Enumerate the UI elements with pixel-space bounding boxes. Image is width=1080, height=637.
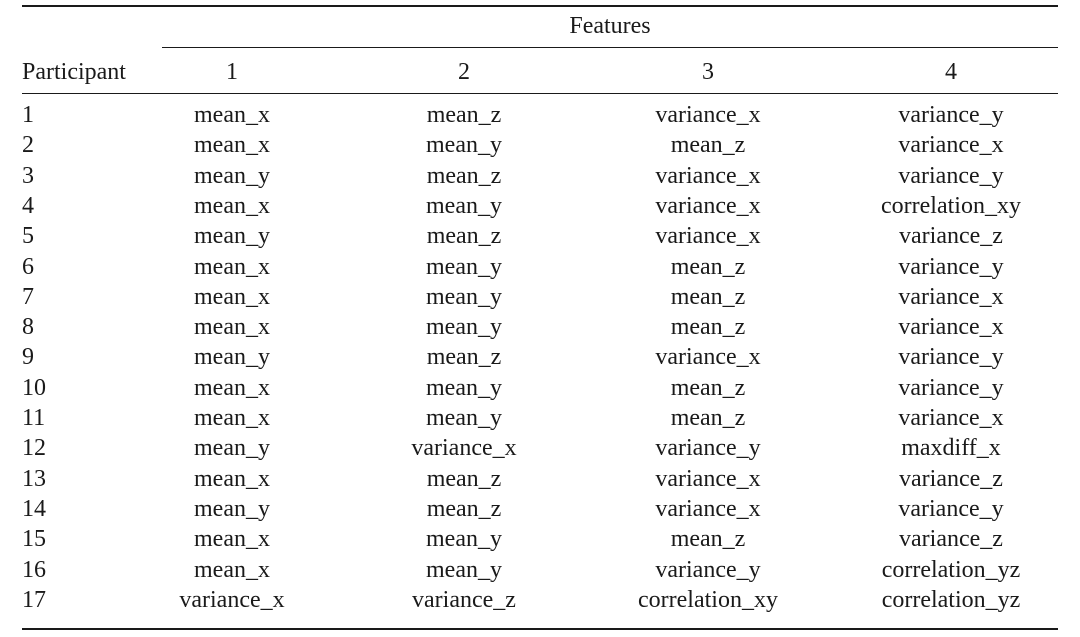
feature-cell: variance_x	[179, 586, 285, 613]
feature-cell: variance_x	[655, 344, 761, 371]
feature-cell: mean_z	[426, 344, 502, 371]
feature-cell: variance_y	[898, 374, 1004, 401]
feature-cell: variance_x	[411, 435, 517, 462]
feature-cell: variance_y	[898, 344, 1004, 371]
feature-cell: variance_y	[655, 556, 761, 583]
feature-cell: mean_x	[194, 192, 270, 219]
participant-number: 1	[22, 102, 34, 128]
feature-cell: mean_z	[670, 132, 746, 159]
feature-cell: mean_x	[194, 102, 270, 128]
feature-cell: variance_x	[898, 405, 1004, 431]
participant-number: 16	[22, 556, 46, 583]
feature-cell: mean_x	[194, 283, 270, 310]
feature-cell: mean_x	[194, 526, 270, 553]
feature-cell: mean_y	[426, 132, 502, 159]
feature-column-header: 4	[945, 59, 957, 85]
feature-cell: mean_y	[426, 405, 502, 431]
feature-cell: variance_z	[899, 526, 1003, 553]
feature-cell: variance_y	[898, 495, 1004, 522]
feature-cell: variance_z	[899, 223, 1003, 250]
feature-cell: mean_y	[426, 283, 502, 310]
feature-cell: mean_z	[670, 253, 746, 280]
feature-cell: mean_z	[426, 162, 502, 189]
feature-cell: correlation_yz	[881, 556, 1021, 583]
feature-cell: variance_y	[898, 253, 1004, 280]
participant-number: 4	[22, 192, 34, 219]
feature-cell: variance_y	[898, 162, 1004, 189]
feature-cell: mean_x	[194, 465, 270, 492]
participant-number: 5	[22, 223, 34, 250]
participant-number: 12	[22, 435, 46, 462]
feature-cell: mean_y	[194, 344, 270, 371]
feature-cell: mean_x	[194, 405, 270, 431]
feature-cell: mean_x	[194, 314, 270, 341]
feature-cell: variance_z	[899, 465, 1003, 492]
feature-cell: mean_y	[194, 495, 270, 522]
participant-header: Participant	[22, 59, 126, 85]
feature-cell: variance_x	[655, 495, 761, 522]
feature-cell: mean_z	[426, 465, 502, 492]
feature-column-header: 3	[702, 59, 714, 85]
participant-number: 3	[22, 162, 34, 189]
feature-cell: mean_x	[194, 132, 270, 159]
participant-number: 9	[22, 344, 34, 371]
feature-table	[22, 0, 1058, 637]
feature-cell: variance_z	[412, 586, 516, 613]
feature-cell: mean_z	[426, 495, 502, 522]
feature-cell: correlation_xy	[638, 586, 778, 613]
feature-cell: mean_z	[670, 526, 746, 553]
feature-cell: variance_x	[655, 162, 761, 189]
feature-cell: mean_z	[670, 405, 746, 431]
feature-cell: variance_x	[655, 102, 761, 128]
participant-number: 8	[22, 314, 34, 341]
feature-cell: variance_x	[655, 223, 761, 250]
feature-cell: mean_y	[426, 374, 502, 401]
participant-number: 14	[22, 495, 46, 522]
feature-cell: mean_y	[426, 314, 502, 341]
feature-cell: mean_x	[194, 556, 270, 583]
feature-column-header: 1	[226, 59, 238, 85]
feature-cell: variance_y	[898, 102, 1004, 128]
feature-cell: mean_z	[670, 314, 746, 341]
feature-cell: mean_y	[426, 526, 502, 553]
participant-number: 11	[22, 405, 46, 431]
feature-cell: mean_z	[670, 374, 746, 401]
feature-cell: mean_z	[426, 223, 502, 250]
feature-cell: mean_y	[426, 253, 502, 280]
feature-cell: variance_y	[655, 435, 761, 462]
feature-cell: mean_z	[426, 102, 502, 128]
feature-cell: mean_x	[194, 253, 270, 280]
feature-cell: variance_x	[898, 283, 1004, 310]
participant-number: 2	[22, 132, 34, 159]
feature-cell: mean_y	[194, 223, 270, 250]
feature-column-header: 2	[458, 59, 470, 85]
participant-number: 15	[22, 526, 46, 553]
feature-cell: variance_x	[655, 192, 761, 219]
participant-number: 10	[22, 374, 46, 401]
header-rule	[22, 93, 1058, 94]
bottom-rule	[22, 628, 1058, 630]
top-rule	[22, 5, 1058, 7]
feature-cell: variance_x	[898, 132, 1004, 159]
features-header: Features	[569, 13, 651, 39]
feature-cell: mean_y	[426, 192, 502, 219]
participant-number: 6	[22, 253, 34, 280]
feature-cell: maxdiff_x	[901, 435, 1001, 462]
participant-number: 7	[22, 283, 34, 310]
feature-cell: mean_y	[426, 556, 502, 583]
feature-cell: mean_y	[194, 162, 270, 189]
feature-cell: correlation_yz	[881, 586, 1021, 613]
feature-cell: correlation_xy	[881, 192, 1021, 219]
feature-cell: variance_x	[655, 465, 761, 492]
feature-cell: variance_x	[898, 314, 1004, 341]
participant-number: 17	[22, 586, 46, 613]
feature-cell: mean_x	[194, 374, 270, 401]
feature-cell: mean_y	[194, 435, 270, 462]
features-span-rule	[162, 47, 1058, 48]
feature-cell: mean_z	[670, 283, 746, 310]
participant-number: 13	[22, 465, 46, 492]
